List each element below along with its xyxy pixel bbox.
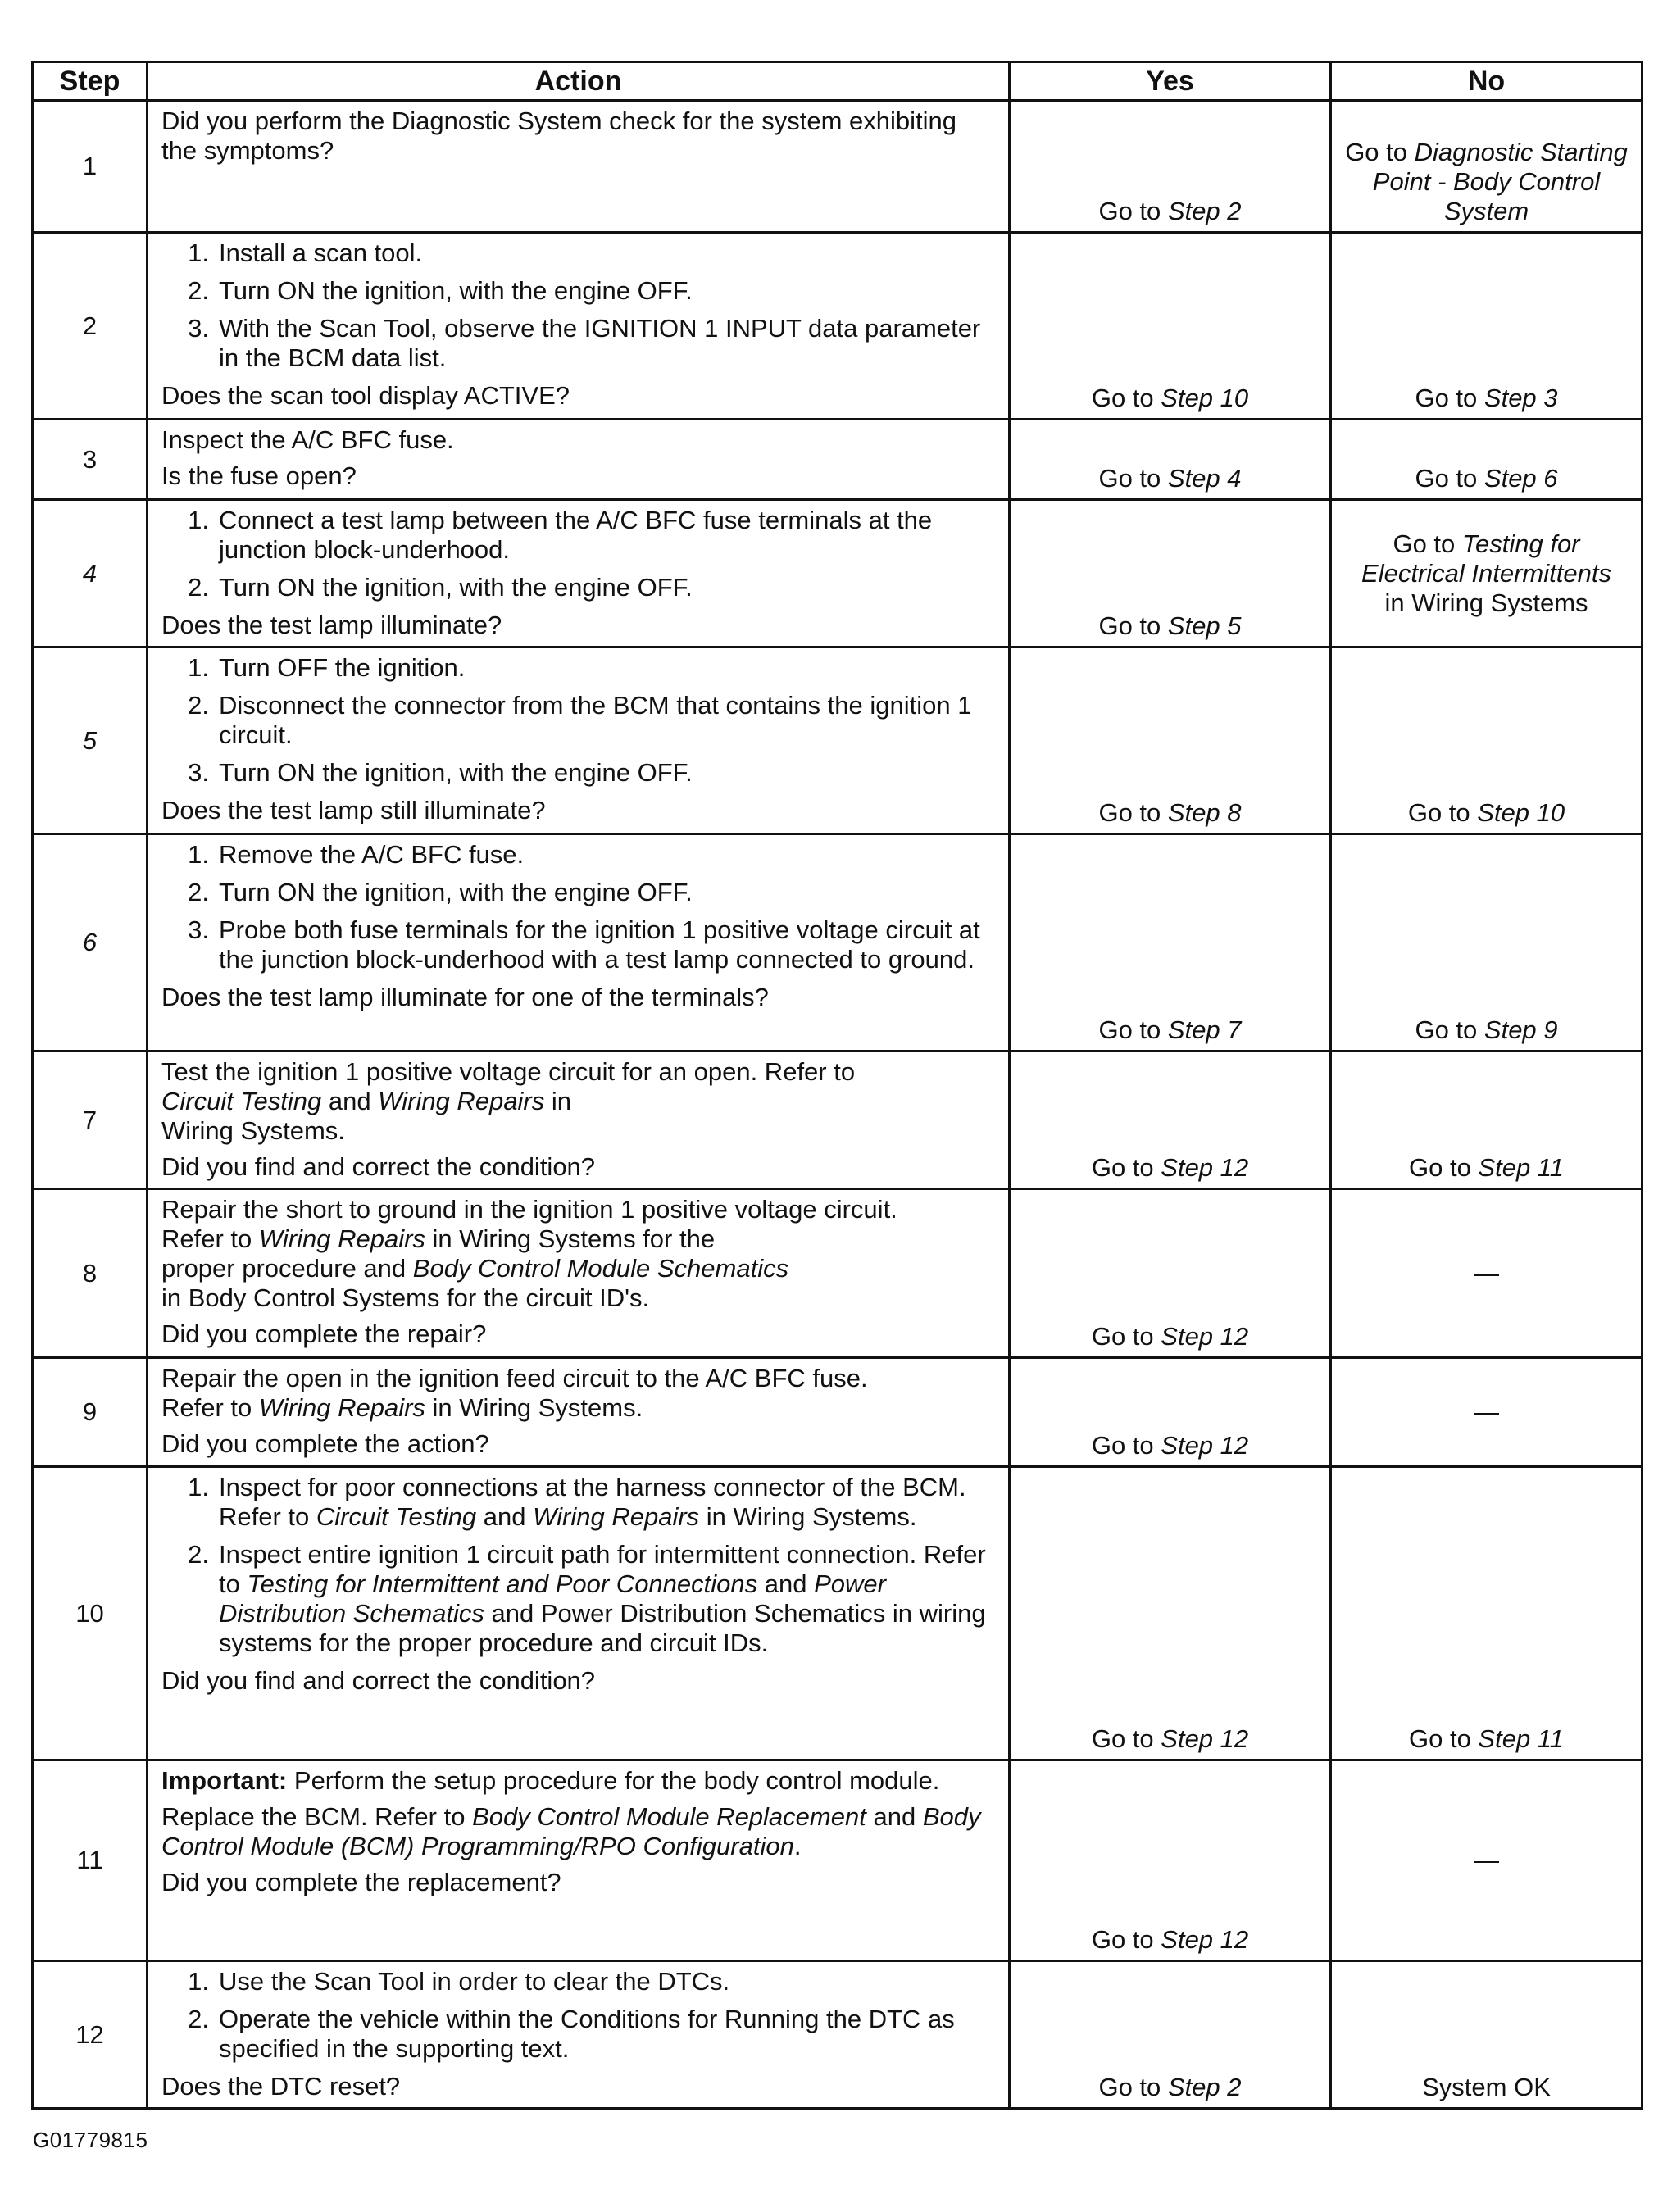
no-step-link[interactable]: Step 10 — [1477, 798, 1565, 827]
action-cell — [148, 1760, 1010, 1961]
procedure-list — [161, 1967, 995, 2064]
no-step-link[interactable]: Step 11 — [1478, 1724, 1564, 1753]
reference-link[interactable]: Wiring Repairs — [258, 1224, 425, 1253]
procedure-list — [161, 238, 995, 373]
yes-cell: Go to Step 12 — [1010, 1358, 1331, 1467]
diagnostic-table — [31, 61, 1643, 2110]
action-cell — [148, 233, 1010, 420]
reference-link[interactable]: Body Control Module (BCM) Programming/RPO Configuration — [161, 1802, 981, 1860]
action-question: Did you complete the action? — [161, 1429, 489, 1458]
table-row — [33, 101, 1642, 233]
step-number: 6 — [33, 834, 148, 1051]
table-row — [33, 1467, 1642, 1760]
no-cell: — — [1331, 1189, 1642, 1358]
reference-link[interactable]: Body Control Module Schematics — [412, 1254, 789, 1283]
action-cell — [148, 834, 1010, 1051]
action-text: Inspect the A/C BFC fuse. — [161, 425, 454, 454]
table-row — [33, 233, 1642, 420]
procedure-item: 2. Operate the vehicle within the Conditions for Running the DTC as specified in the supporting text. — [188, 2005, 955, 2063]
procedure-item: 1. Use the Scan Tool in order to clear the DTCs. — [188, 1967, 730, 1996]
no-cell: Go to Step 10 — [1331, 647, 1642, 834]
step-number: 8 — [33, 1189, 148, 1358]
no-cell: Go to Testing for Electrical Intermittents in Wiring Systems — [1331, 500, 1642, 647]
no-suffix: in Wiring Systems — [1384, 588, 1588, 617]
procedure-item: 1. Connect a test lamp between the A/C BFC fuse terminals at the junction block-underhood. — [188, 506, 933, 564]
no-reference-link[interactable]: Diagnostic Starting Point - Body Control System — [1372, 138, 1628, 225]
action-text: Replace the BCM. Refer to Body Control Module Replacement and Body Control Module (BCM) Programming/RPO Configuration. — [161, 1802, 981, 1860]
procedure-item: 2. Turn ON the ignition, with the engine OFF. — [188, 878, 693, 906]
procedure-item: 1. Remove the A/C BFC fuse. — [188, 840, 525, 869]
table-row — [33, 500, 1642, 647]
procedure-item: 2. Inspect entire ignition 1 circuit path for intermittent connection. Refer to Testing for Intermittent and Poor Connections and Power Distribution Schematics and Power Distribution Schematics in wiring systems for the proper procedure and circuit IDs. — [188, 1540, 986, 1657]
action-cell — [148, 101, 1010, 233]
action-question: Does the DTC reset? — [161, 2072, 401, 2101]
yes-step-link[interactable]: Step 8 — [1167, 798, 1242, 827]
yes-step-link[interactable]: Step 12 — [1161, 1724, 1249, 1753]
yes-cell: Go to Step 5 — [1010, 500, 1331, 647]
header-row — [33, 62, 1642, 101]
action-question: Does the test lamp still illuminate? — [161, 796, 546, 824]
yes-cell: Go to Step 12 — [1010, 1760, 1331, 1961]
important-label: Important: — [161, 1766, 288, 1795]
reference-link[interactable]: Testing for Intermittent and Poor Connections — [247, 1569, 758, 1598]
procedure-item: 1. Install a scan tool. — [188, 238, 423, 267]
table-row — [33, 1961, 1642, 2109]
action-question: Does the scan tool display ACTIVE? — [161, 381, 570, 410]
action-cell — [148, 647, 1010, 834]
no-cell: — — [1331, 1358, 1642, 1467]
reference-link[interactable]: Body Control Module Replacement — [472, 1802, 866, 1831]
procedure-list — [161, 840, 995, 974]
action-text: Did you perform the Diagnostic System check for the system exhibiting the symptoms? — [161, 107, 957, 165]
reference-link[interactable]: Circuit Testing — [161, 1087, 322, 1115]
yes-step-link[interactable]: Step 2 — [1167, 197, 1242, 225]
action-cell — [148, 1467, 1010, 1760]
action-question: Did you complete the repair? — [161, 1319, 487, 1348]
no-cell: Go to Step 11 — [1331, 1467, 1642, 1760]
action-cell — [148, 500, 1010, 647]
yes-step-link[interactable]: Step 10 — [1161, 384, 1249, 412]
yes-cell: Go to Step 4 — [1010, 420, 1331, 500]
table-row — [33, 1358, 1642, 1467]
procedure-item: 1. Turn OFF the ignition. — [188, 653, 466, 682]
reference-link[interactable]: Wiring Repairs — [258, 1393, 425, 1422]
figure-code: G01779815 — [33, 2128, 148, 2152]
procedure-item: 1. Inspect for poor connections at the harness connector of the BCM. Refer to Circuit Testing and Wiring Repairs in Wiring Systems. — [188, 1473, 966, 1531]
table-row — [33, 420, 1642, 500]
table-row — [33, 1189, 1642, 1358]
no-cell: Go to Step 3 — [1331, 233, 1642, 420]
procedure-item: 3. Turn ON the ignition, with the engine OFF. — [188, 758, 693, 787]
action-cell — [148, 420, 1010, 500]
action-question: Did you complete the replacement? — [161, 1868, 561, 1896]
yes-cell: Go to Step 2 — [1010, 1961, 1331, 2109]
action-cell — [148, 1189, 1010, 1358]
yes-step-link[interactable]: Step 12 — [1161, 1153, 1249, 1182]
action-cell — [148, 1051, 1010, 1189]
procedure-item: 3. Probe both fuse terminals for the ignition 1 positive voltage circuit at the junction block-underhood with a test lamp connected to ground. — [188, 915, 980, 974]
procedure-list — [161, 653, 995, 788]
reference-link[interactable]: Circuit Testing — [316, 1502, 477, 1531]
step-number: 5 — [33, 647, 148, 834]
procedure-item: 2. Turn ON the ignition, with the engine OFF. — [188, 276, 693, 305]
action-question: Does the test lamp illuminate for one of the terminals? — [161, 983, 769, 1011]
step-number: 12 — [33, 1961, 148, 2109]
procedure-list — [161, 1473, 995, 1658]
yes-step-link[interactable]: Step 12 — [1161, 1925, 1249, 1954]
table-row — [33, 834, 1642, 1051]
no-cell — [1331, 101, 1642, 233]
action-cell — [148, 1358, 1010, 1467]
procedure-item: 3. With the Scan Tool, observe the IGNITION 1 INPUT data parameter in the BCM data list. — [188, 314, 981, 372]
table-row — [33, 1051, 1642, 1189]
step-number: 4 — [33, 500, 148, 647]
yes-step-link[interactable]: Step 4 — [1167, 464, 1242, 493]
no-prefix: Go to — [1345, 138, 1415, 166]
no-cell: Go to Step 6 — [1331, 420, 1642, 500]
yes-cell: Go to Step 12 — [1010, 1189, 1331, 1358]
step-number: 10 — [33, 1467, 148, 1760]
yes-step-link[interactable]: Step 12 — [1161, 1431, 1249, 1460]
no-step-link[interactable]: Step 3 — [1483, 384, 1558, 412]
procedure-list — [161, 506, 995, 602]
procedure-item: 2. Disconnect the connector from the BCM that contains the ignition 1 circuit. — [188, 691, 972, 749]
step-number: 7 — [33, 1051, 148, 1189]
yes-prefix: Go to — [1098, 197, 1168, 225]
no-cell: Go to Step 9 — [1331, 834, 1642, 1051]
yes-step-link[interactable]: Step 12 — [1161, 1322, 1249, 1351]
no-cell: — — [1331, 1760, 1642, 1961]
action-text: Repair the short to ground in the ignition 1 positive voltage circuit. Refer to Wiring Repairs in Wiring Systems for the proper procedure and Body Control Module Schematics in Body Control Systems for the circuit ID's. — [161, 1195, 897, 1312]
action-question: Did you find and correct the condition? — [161, 1152, 596, 1181]
step-number: 9 — [33, 1358, 148, 1467]
no-step-link[interactable]: Step 11 — [1478, 1153, 1564, 1182]
action-question: Did you find and correct the condition? — [161, 1666, 596, 1695]
step-number: 2 — [33, 233, 148, 420]
action-question: Does the test lamp illuminate? — [161, 611, 502, 639]
step-number: 1 — [33, 101, 148, 233]
yes-cell — [1010, 101, 1331, 233]
reference-link[interactable]: Wiring Repairs — [378, 1087, 545, 1115]
header-yes: Yes — [1010, 62, 1331, 101]
action-text: Repair the open in the ignition feed circuit to the A/C BFC fuse. Refer to Wiring Repairs in Wiring Systems. — [161, 1364, 868, 1422]
no-step-link[interactable]: Step 6 — [1483, 464, 1558, 493]
table-row — [33, 1760, 1642, 1961]
important-note: Important: Perform the setup procedure for the body control module. — [161, 1766, 940, 1795]
yes-cell: Go to Step 7 — [1010, 834, 1331, 1051]
yes-cell: Go to Step 8 — [1010, 647, 1331, 834]
yes-step-link[interactable]: Step 5 — [1167, 611, 1242, 640]
reference-link[interactable]: Power Distribution Schematics — [219, 1569, 886, 1628]
no-cell: Go to Step 11 — [1331, 1051, 1642, 1189]
header-step: Step — [33, 62, 148, 101]
no-reference-link[interactable]: Testing for Electrical Intermittents — [1361, 529, 1611, 588]
yes-step-link[interactable]: Step 2 — [1167, 2073, 1242, 2101]
step-number: 11 — [33, 1760, 148, 1961]
reference-link[interactable]: Wiring Repairs — [533, 1502, 700, 1531]
header-action: Action — [148, 62, 1010, 101]
procedure-item: 2. Turn ON the ignition, with the engine OFF. — [188, 573, 693, 602]
action-question: Is the fuse open? — [161, 461, 357, 490]
action-text: Test the ignition 1 positive voltage circuit for an open. Refer to Circuit Testing and Wiring Repairs in Wiring Systems. — [161, 1057, 856, 1145]
yes-cell: Go to Step 12 — [1010, 1051, 1331, 1189]
no-step-link[interactable]: Step 9 — [1483, 1015, 1558, 1044]
table-row — [33, 647, 1642, 834]
no-cell: System OK — [1331, 1961, 1642, 2109]
yes-cell: Go to Step 12 — [1010, 1467, 1331, 1760]
yes-step-link[interactable]: Step 7 — [1167, 1015, 1242, 1044]
header-no: No — [1331, 62, 1642, 101]
yes-cell: Go to Step 10 — [1010, 233, 1331, 420]
action-cell — [148, 1961, 1010, 2109]
step-number: 3 — [33, 420, 148, 500]
